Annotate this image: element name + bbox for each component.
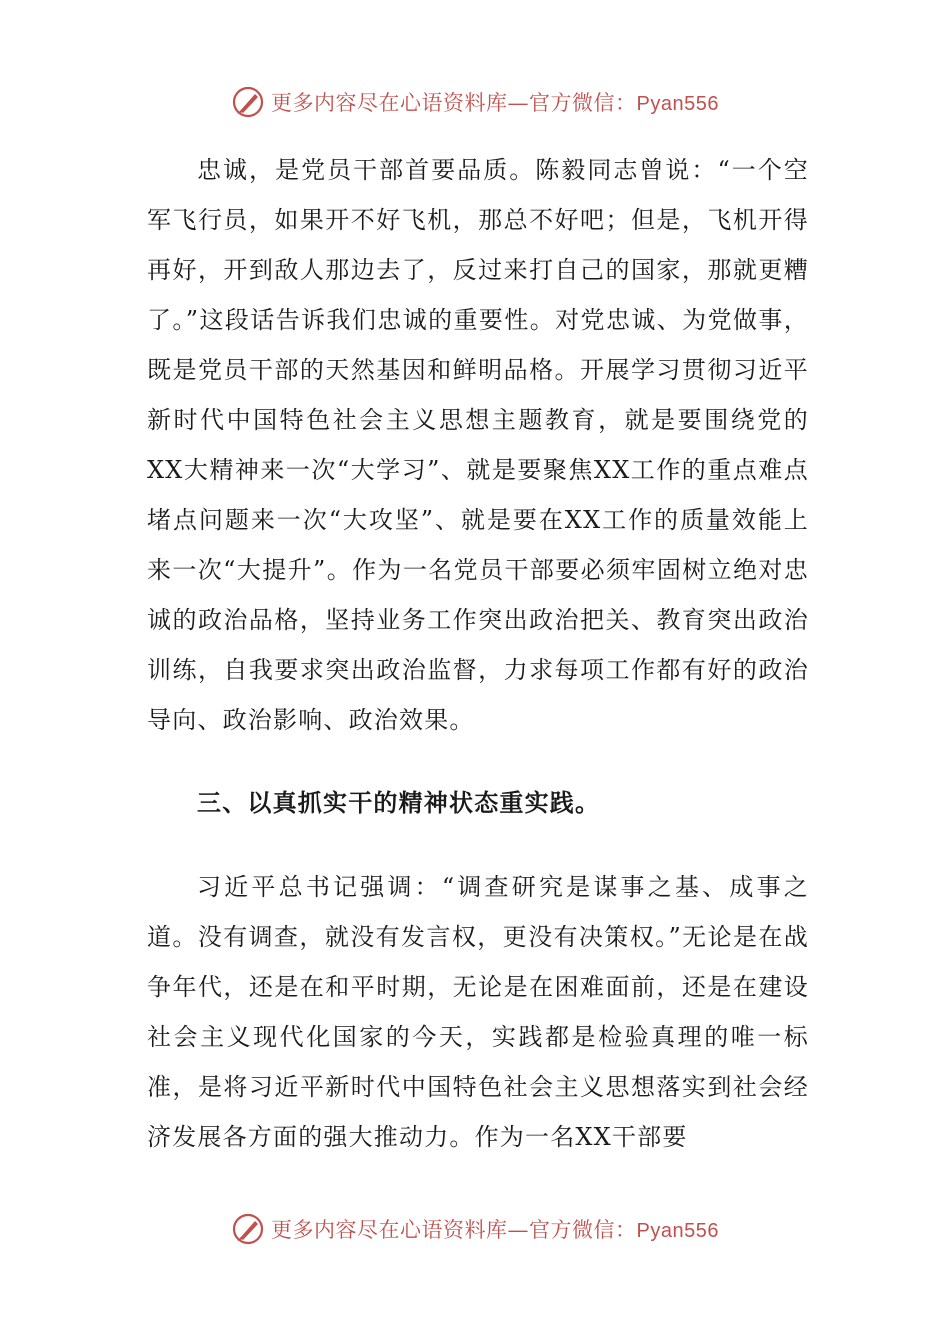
pen-logo-icon: [231, 1212, 265, 1246]
header-banner: [0, 82, 950, 122]
paragraph: 忠诚，是党员干部首要品质。陈毅同志曾说：“一个空军飞行员，如果开不好飞机，那总不好吧；但是，飞机开得再好，开到敌人那边去了，反过来打自己的国家，那就更糟了。”这段话告诉我们忠诚的重要性。对党忠诚、为党做事，既是党员干部的天然基因和鲜明品格。开展学习贯彻习近平新时代中国特色社会主义思想主题教育，就是要围绕党的XX大精神来一次“大学习”、就是要聚焦XX工作的重点难点堵点问题来一次“大攻坚”、就是要在XX工作的质量效能上来一次“大提升”。作为一名党员干部要必须牢固树立绝对忠诚的政治品格，坚持业务工作突出政治把关、教育突出政治训练，自我要求突出政治监督，力求每项工作都有好的政治导向、政治影响、政治效果。: [147, 156, 809, 734]
section-heading: 三、以真抓实干的精神状态重实践。: [197, 789, 601, 817]
pen-logo-icon: [231, 85, 265, 119]
footer-banner: [0, 1209, 950, 1249]
banner-text: 更多内容尽在心语资料库—官方微信：Pyan556: [271, 1218, 719, 1242]
paragraph: 习近平总书记强调：“调查研究是谋事之基、成事之道。没有调查，就没有发言权，更没有决策权。”无论是在战争年代，还是在和平时期，无论是在困难面前，还是在建设社会主义现代化国家的今天，实践都是检验真理的唯一标准，是将习近平新时代中国特色社会主义思想落实到社会经济发展各方面的强大推动力。作为一名XX干部要: [147, 873, 809, 1151]
banner-text: 更多内容尽在心语资料库—官方微信：Pyan556: [271, 91, 719, 115]
